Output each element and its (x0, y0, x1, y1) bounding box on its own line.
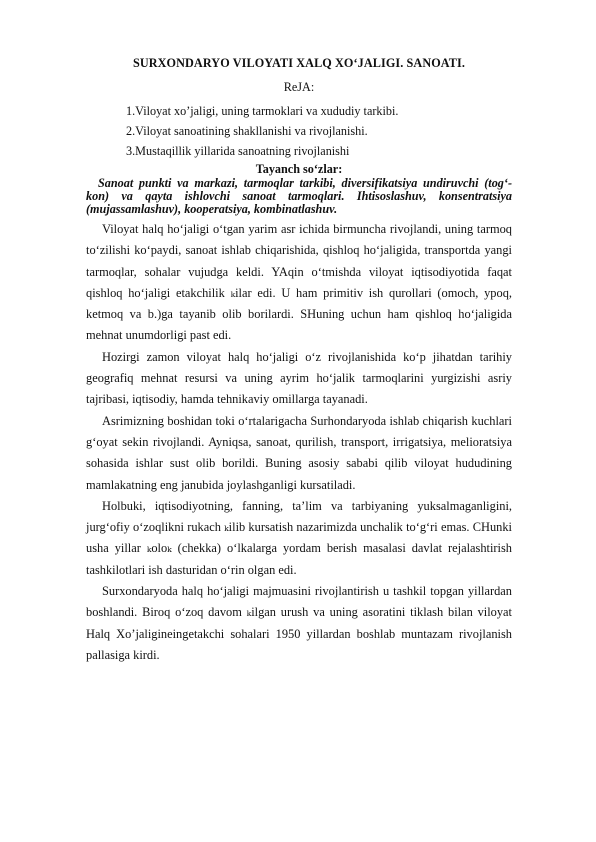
plan-item: 1.Viloyat xo’jaligi, uning tarmoklari va xududiy tarkibi. (126, 104, 399, 118)
document-title: SURXONDARYO VILOYATI XALQ XO‘JALIGI. SANOATI. (132, 56, 466, 70)
body-paragraph: Holbuki, iqtisodiyotning, fanning, ta’lim va tarbiyaning yuksalmaganligini, jurg‘ofiy o‘zoqlikni rukach ₖilib kursatish nazarimizda unchalik to‘g‘ri emas. CHunki usha yillar ₖoloₖ (chekka) o‘lkalarga yordam berish masalasi davlat rejalashtirish tashkilotlari ish dasturidan o‘rin olgan edi. (86, 498, 512, 577)
keywords-text: Sanoat punkti va markazi, tarmoqlar tarkibi, diversifikatsiya undiruvchi (tog‘-kon) va qayta ishlovchi sanoat tarmoqlari. Ihtisoslashuv, konsentratsiya (mujassamlashuv), kooperatsiya, kombinatlashuv. (86, 176, 512, 216)
plan-item: 3.Mustaqillik yillarida sanoatning rivojlanishi (126, 144, 350, 158)
keywords-heading: Tayanch so‘zlar: (255, 162, 343, 176)
plan-list (86, 101, 512, 161)
body-paragraph: Surxondaryoda halq ho‘jaligi majmuasini rivojlantirish u tashkil topgan yillardan boshlandi. Biroq o‘zoq davom ₖilgan urush va uning asoratini tiklash bilan viloyat Halq Xo’jaligineingetakchi sohalari 1950 yillardan boshlab muntazam rivojlanish pallasiga kirdi. (86, 584, 512, 662)
body-paragraph: Viloyat halq ho‘jaligi o‘tgan yarim asr ichida birmuncha rivojlandi, uning tarmoq to‘zilishi ko‘paydi, sanoat ishlab chiqarishida, qishloq ho‘jaligida, transportda yangi tarmoqlar, sohalar vujudga keldi. YAqin o‘tmishda viloyat iqtisodiyotida faqat qishloq ho‘jaligi etakchilik ₖilar edi. U ham primitiv ish qurollari (omoch, ypoq, ketmoq va b.)ga tayanib olib borilardi. SHuning uchun ham qishloq ho‘jaligida mehnat unumdorligi past edi. (86, 222, 512, 343)
plan-item: 2.Viloyat sanoatining shakllanishi va rivojlanishi. (126, 124, 368, 138)
body-paragraph: Hozirgi zamon viloyat halq ho‘jaligi o‘z rivojlanishida ko‘p jihatdan tarihiy geografiq mehnat resursi va uning ayrim ho‘jalik tarmoqlarini yurgizishi asriy tajribasi, iqtisodiy, hamda tehnikaviy omillarga tayanadi. (86, 349, 512, 407)
body-paragraph: Asrimizning boshidan toki o‘rtalarigacha Surhondaryoda ishlab chiqarish kuchlari g‘oyat sekin rivojlandi. Ayniqsa, sanoat, qurilish, transport, irrigatsiya, melioratsiya sohasida ishlar sust olib borildi. Buning asosiy sababi qilib viloyat hududining mamlakatning eng janubida joylashganligi kursatiladi. (86, 413, 512, 492)
document-page (86, 56, 512, 666)
plan-heading: ReJA: (283, 80, 315, 94)
